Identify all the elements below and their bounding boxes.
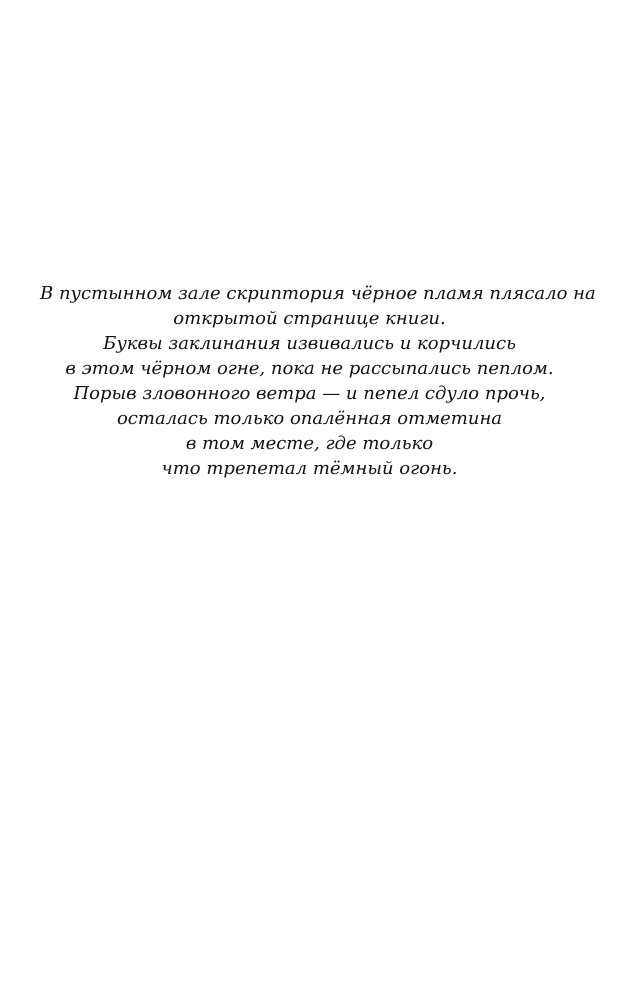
epigraph-line-5: Порыв зловонного ветра — и пепел сдуло прочь, <box>73 383 546 404</box>
epigraph-line-6: осталась только опалённая отметина <box>116 408 503 429</box>
epigraph-line-2: открытой странице книги. <box>173 308 446 329</box>
epigraph-line-8: что трепетал тёмный огонь. <box>161 458 458 479</box>
epigraph-line-1: В пустынном зале скриптория чёрное пламя плясало на <box>40 283 596 304</box>
epigraph-line-4: в этом чёрном огне, пока не рассыпались пеплом. <box>65 358 554 379</box>
epigraph-line-7: в том месте, где только <box>185 433 434 454</box>
epigraph-line-3: Буквы заклинания извивались и корчились <box>103 333 516 354</box>
epigraph-text <box>40 281 596 481</box>
